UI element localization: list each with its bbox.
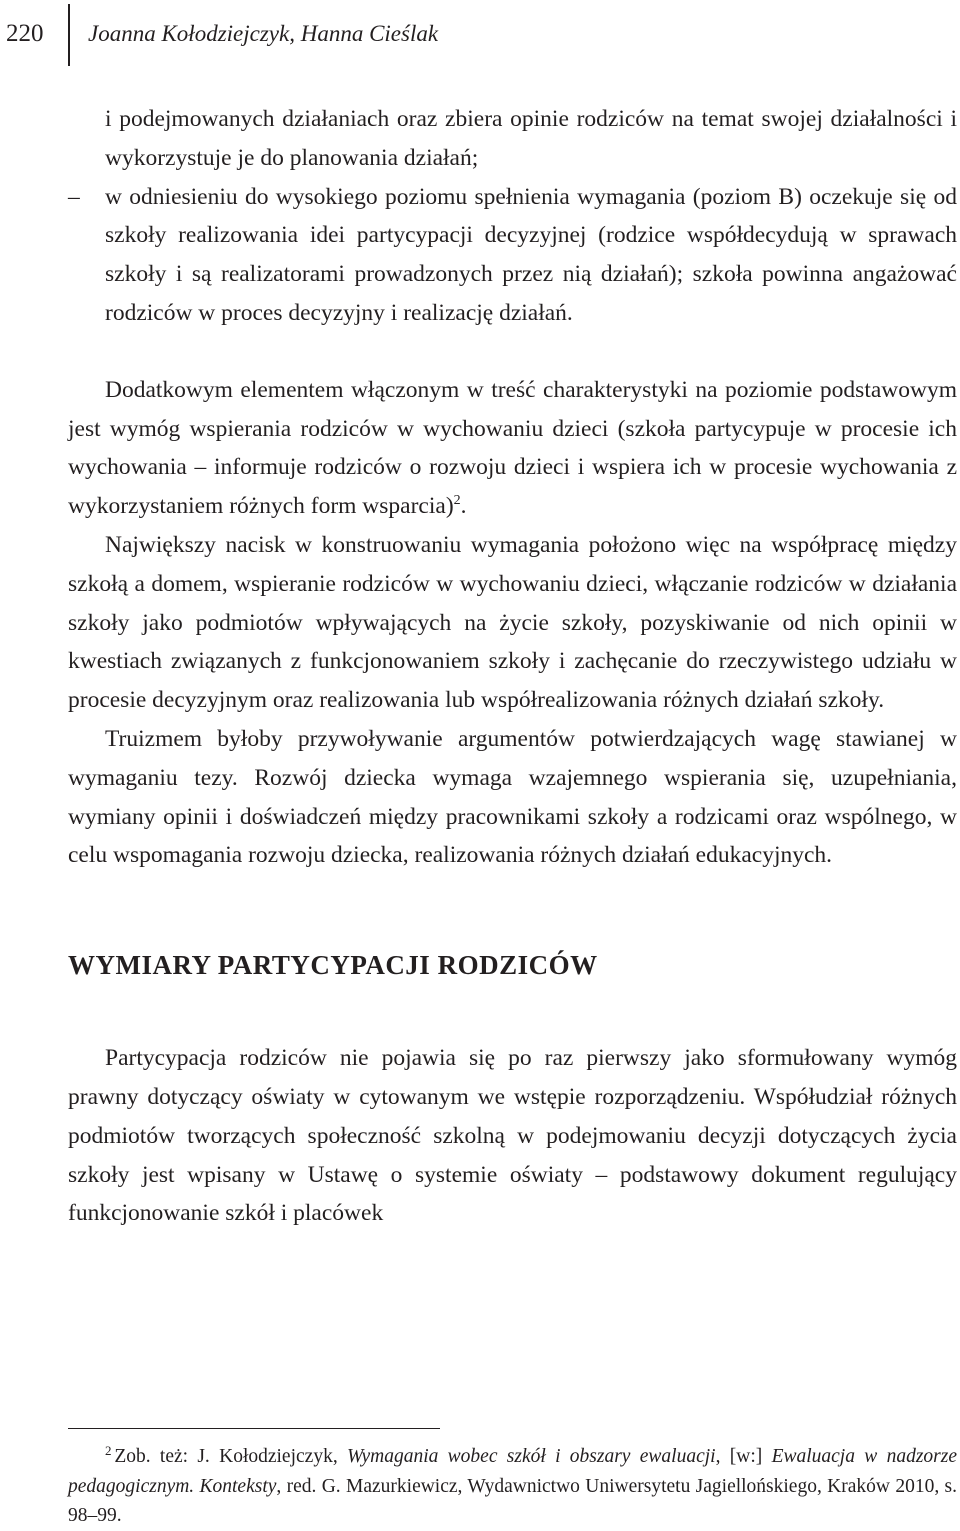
paragraph-text: Dodatkowym elementem włączonym w treść charakterystyki na poziomie podstawowym jest wymóg wspierania rodziców w wychowaniu dzieci (szkoła partycypuje w procesie ich wychowania – informuje rodziców o rozwoju dzieci i wspiera ich w procesie wychowania z wykorzystaniem różnych form wsparcia) (68, 376, 957, 520)
header-divider (68, 4, 70, 66)
heading-gap (68, 985, 957, 1039)
list-item (68, 178, 957, 333)
page-number: 220 (6, 20, 44, 47)
section-heading: WYMIARY PARTYCYPACJI RODZICÓW (68, 950, 598, 981)
footnote (68, 1436, 957, 1531)
list-item-text: w odniesieniu do wysokiego poziomu spełnienia wymagania (poziom B) oczekuje się od szkoły realizowania idei partycypacji decyzyjnej (rodzice współdecydują w sprawach szkoły i są realizatorami prowadzonych przez nią działań); szkoła powinna angażować rodziców w proces decyzyjny i realizację działań. (105, 183, 957, 326)
footnote-ref[interactable]: 2 (453, 493, 461, 509)
footnote-divider (68, 1428, 440, 1429)
body-paragraph-2: Największy nacisk w konstruowaniu wymagania położono więc na współpracę między szkołą a domem, wspieranie rodziców w wychowaniu dzieci, włączanie rodziców w działania szkoły jako podmiotów wpływających na życie szkoły, pozyskiwanie od nich opinii w kwestiach związanych z funkcjonowaniem szkoły i zachęcanie do rzeczywistego udziału w procesie decyzyjnym oraz realizowania lub współrealizowania różnych działań szkoły. (68, 531, 957, 714)
paragraph-end: . (460, 493, 467, 520)
footnote-title-2: Ewaluacja w nadzorze pedagogicznym. Konteksty (68, 1446, 957, 1497)
section-paragraph-1: Partycypacja rodziców nie pojawia się po raz pierwszy jako sformułowany wymóg prawny dotyczący oświaty w cytowanym we wstępie rozporządzeniu. Współudział różnych podmiotów tworzących społeczność szkolną w podejmowaniu decyzji dotyczących życia szkoły jest wpisany w Ustawę o systemie oświaty – podstawowy dokument regulujący funkcjonowanie szkół i placówek (68, 1045, 957, 1227)
footnote-prefix: Zob. też: J. Kołodziejczyk, (114, 1446, 347, 1467)
body-paragraph-3: Truizmem byłoby przywoływanie argumentów potwierdzających wagę stawianej w wymaganiu tezy. Rozwój dziecka wymaga wzajemnego wspierania się, uzupełniania, wymiany opinii i doświadczeń między pracownikami szkoły a rodzicami oraz wspólnego, w celu wspomagania rozwoju dziecka, realizowania różnych działań edukacyjnych. (68, 725, 957, 869)
section-gap (68, 875, 957, 945)
running-head: Joanna Kołodziejczyk, Hanna Cieślak (88, 21, 439, 46)
main-text (68, 100, 957, 1233)
body-paragraph-1 (68, 371, 957, 526)
page-header (0, 0, 960, 70)
footnote-mid: , [w:] (715, 1446, 772, 1467)
footnote-number-wrap (68, 1436, 112, 1472)
footnote-suffix: , red. G. Mazurkiewicz, Wydawnictwo Uniwersytetu Jagiellońskiego, Kraków 2010, s. 98–99. (68, 1475, 957, 1526)
list-continuation: i podejmowanych działaniach oraz zbiera opinie rodziców na temat swojej działalności i wykorzystuje je do planowania działań; (105, 106, 957, 171)
footnote-title-1: Wymagania wobec szkół i obszary ewaluacji (347, 1446, 716, 1467)
list-dash: – (68, 183, 80, 210)
paragraph-gap (68, 333, 957, 371)
footnote-number: 2 (105, 1443, 112, 1458)
